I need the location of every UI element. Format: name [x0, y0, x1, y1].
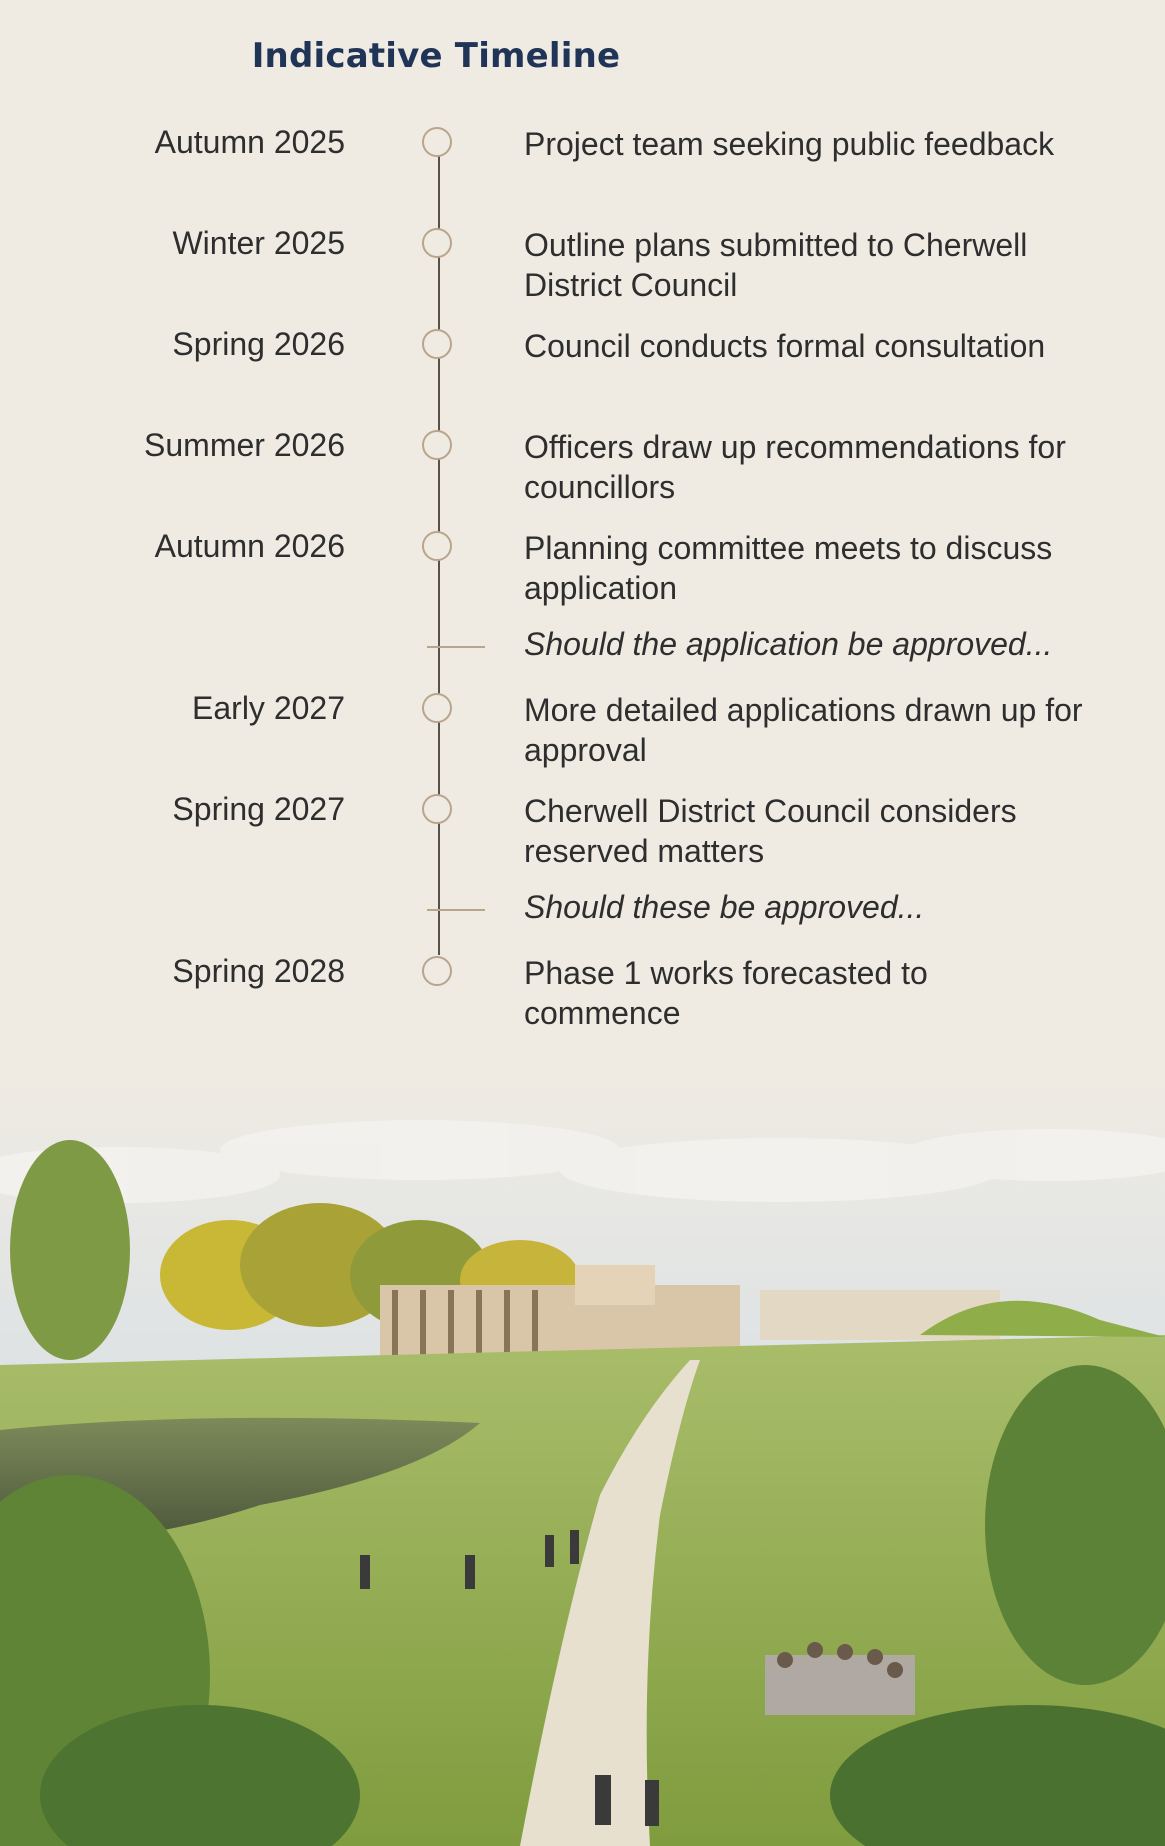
timeline-date: Early 2027	[192, 690, 345, 726]
timeline-node-icon	[422, 228, 452, 258]
timeline-node-icon	[422, 127, 452, 157]
timeline-node-icon	[422, 794, 452, 824]
timeline-description: Officers draw up recommendations for councillors	[524, 429, 1066, 505]
timeline-node-icon	[422, 531, 452, 561]
timeline-node-icon	[422, 693, 452, 723]
timeline-date: Spring 2028	[172, 953, 345, 989]
timeline-date: Spring 2026	[172, 326, 345, 362]
timeline-tick	[427, 646, 485, 648]
timeline-date: Autumn 2025	[154, 124, 345, 160]
page-title: Indicative Timeline	[251, 36, 621, 76]
timeline-node-icon	[422, 329, 452, 359]
timeline-description: Council conducts formal consultation	[524, 328, 1046, 364]
timeline-description: More detailed applications drawn up for approval	[524, 692, 1083, 768]
timeline-description: Project team seeking public feedback	[524, 126, 1055, 162]
timeline-description: Outline plans submitted to Cherwell District Council	[524, 227, 1028, 303]
timeline-node-icon	[422, 956, 452, 986]
timeline-date: Spring 2027	[172, 791, 345, 827]
timeline-node-icon	[422, 430, 452, 460]
timeline-note-text: Should these be approved...	[524, 889, 925, 925]
timeline-description: Planning committee meets to discuss application	[524, 530, 1053, 606]
timeline-note-text: Should the application be approved...	[524, 626, 1053, 662]
park-illustration	[0, 1075, 1165, 1846]
timeline-description: Cherwell District Council considers reserved matters	[524, 793, 1017, 869]
timeline-date: Autumn 2026	[154, 528, 345, 564]
timeline-description: Phase 1 works forecasted to commence	[524, 955, 928, 1031]
timeline-tick	[427, 909, 485, 911]
timeline-date: Winter 2025	[172, 225, 345, 261]
timeline-date: Summer 2026	[144, 427, 345, 463]
